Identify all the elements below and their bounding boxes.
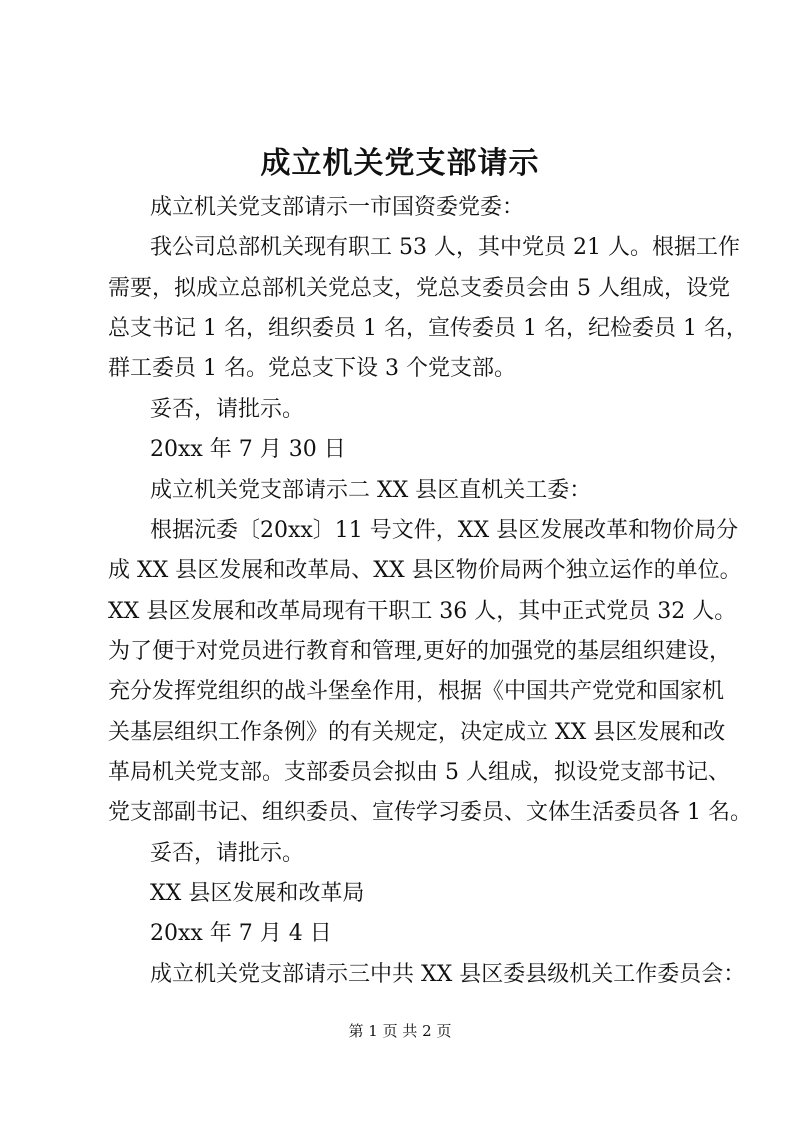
paragraph-line: 群工委员 1 名。党总支下设 3 个党支部。 xyxy=(108,356,516,381)
paragraph-line: 需要，拟成立总部机关党总支，党总支委员会由 5 人组成，设党 xyxy=(108,276,730,301)
paragraph-line: 充分发挥党组织的战斗堡垒作用，根据《中国共产党党和国家机 xyxy=(108,679,725,704)
paragraph-line: XX 县区发展和改革局现有干职工 36 人，其中正式党员 32 人。 xyxy=(108,599,737,624)
paragraph-line: 我公司总部机关现有职工 53 人，其中党员 21 人。根据工作 xyxy=(150,235,740,260)
date-line: 20xx 年 7 月 4 日 xyxy=(150,921,332,946)
paragraph-line: 妥否，请批示。 xyxy=(150,397,305,422)
date-line: 20xx 年 7 月 30 日 xyxy=(150,437,346,462)
paragraph-line: 根据沅委〔20xx〕11 号文件，XX 县区发展改革和物价局分 xyxy=(150,518,739,543)
paragraph-line: 为了便于对党员进行教育和管理,更好的加强党的基层组织建设， xyxy=(108,639,731,664)
paragraph-line: 成 XX 县区发展和改革局、XX 县区物价局两个独立运作的单位。 xyxy=(108,558,742,583)
paragraph-line: 革局机关党支部。支部委员会拟由 5 人组成，拟设党支部书记、 xyxy=(108,760,730,785)
paragraph-line: 成立机关党支部请示一市国资委党委： xyxy=(150,195,525,220)
paragraph-line: 总支书记 1 名，组织委员 1 名，宣传委员 1 名，纪检委员 1 名， xyxy=(108,316,748,341)
page-number-footer: 第 1 页 共 2 页 xyxy=(348,1022,452,1040)
document-title: 成立机关党支部请示 xyxy=(260,146,540,181)
paragraph-line: 成立机关党支部请示三中共 XX 县区委县级机关工作委员会： xyxy=(150,962,746,987)
paragraph-line: 妥否，请批示。 xyxy=(150,841,305,866)
paragraph-line: 党支部副书记、组织委员、宣传学习委员、文体生活委员各 1 名。 xyxy=(108,800,752,825)
paragraph-line: 成立机关党支部请示二 XX 县区直机关工委： xyxy=(150,478,592,503)
paragraph-line: 关基层组织工作条例》的有关规定，决定成立 XX 县区发展和改 xyxy=(108,720,726,745)
signature-line: XX 县区发展和改革局 xyxy=(150,881,365,906)
